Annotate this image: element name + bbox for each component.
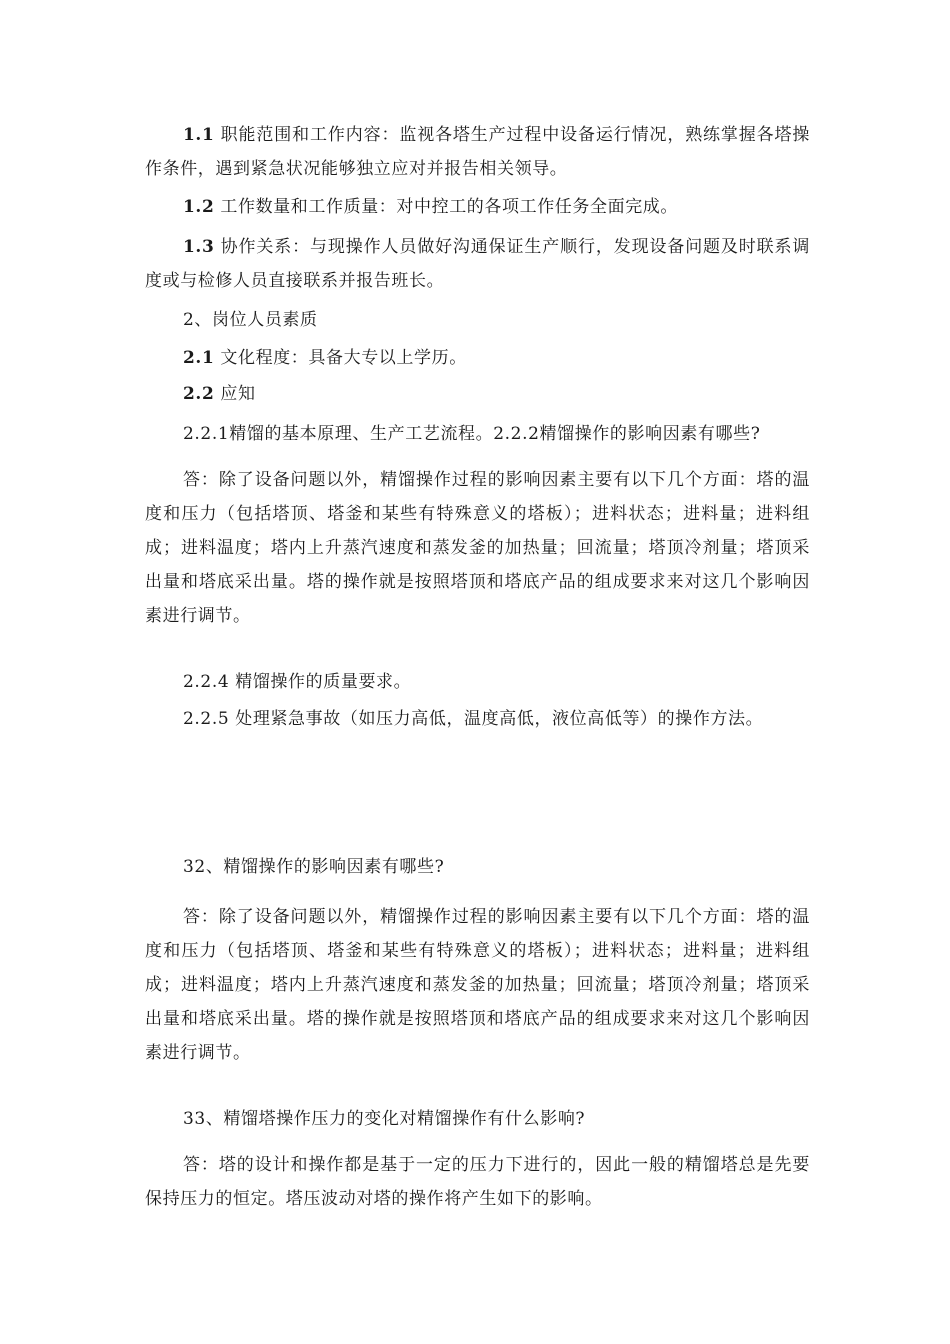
section-2-2-5 bbox=[145, 702, 810, 736]
section-number: 1.3 bbox=[183, 237, 215, 257]
answer-paragraph-1 bbox=[145, 463, 810, 633]
section-number: 1.2 bbox=[183, 197, 215, 217]
answer-33 bbox=[145, 1148, 810, 1216]
section-1-2 bbox=[145, 190, 810, 224]
question-32 bbox=[145, 850, 810, 884]
section-1-1 bbox=[145, 118, 810, 186]
section-text: 2.2.1精馏的基本原理、生产工艺流程。2.2.2精馏操作的影响因素有哪些? bbox=[183, 424, 761, 444]
question-33 bbox=[145, 1102, 810, 1136]
section-2-2 bbox=[145, 377, 810, 411]
section-text: 应知 bbox=[220, 384, 256, 404]
section-2-1 bbox=[145, 341, 810, 375]
question-text: 32、精馏操作的影响因素有哪些? bbox=[183, 857, 445, 877]
section-number: 1.1 bbox=[183, 125, 215, 145]
section-2-heading bbox=[145, 303, 810, 337]
answer-text: 答：除了设备问题以外，精馏操作过程的影响因素主要有以下几个方面：塔的温度和压力（包括塔顶、塔釜和某些有特殊意义的塔板）；进料状态；进料量；进料组成；进料温度；塔内上升蒸汽速度和蒸发釜的加热量；回流量；塔顶冷剂量；塔顶采出量和塔底采出量。塔的操作就是按照塔顶和塔底产品的组成要求来对这几个影响因素进行调节。 bbox=[145, 907, 810, 1063]
section-text: 职能范围和工作内容：监视各塔生产过程中设备运行情况，熟练掌握各塔操作条件，遇到紧急状况能够独立应对并报告相关领导。 bbox=[145, 125, 810, 179]
section-text: 2、岗位人员素质 bbox=[183, 310, 318, 330]
section-2-2-1 bbox=[145, 417, 810, 451]
section-text: 协作关系：与现操作人员做好沟通保证生产顺行，发现设备问题及时联系调度或与检修人员直接联系并报告班长。 bbox=[145, 237, 810, 291]
section-number: 2.1 bbox=[183, 348, 215, 368]
answer-32 bbox=[145, 900, 810, 1070]
answer-text: 答：除了设备问题以外，精馏操作过程的影响因素主要有以下几个方面：塔的温度和压力（包括塔顶、塔釜和某些有特殊意义的塔板）；进料状态；进料量；进料组成；进料温度；塔内上升蒸汽速度和蒸发釜的加热量；回流量；塔顶冷剂量；塔顶采出量和塔底采出量。塔的操作就是按照塔顶和塔底产品的组成要求来对这几个影响因素进行调节。 bbox=[145, 470, 810, 626]
section-1-3 bbox=[145, 230, 810, 298]
section-text: 2.2.5 处理紧急事故（如压力高低，温度高低，液位高低等）的操作方法。 bbox=[183, 709, 764, 729]
answer-text: 答：塔的设计和操作都是基于一定的压力下进行的，因此一般的精馏塔总是先要保持压力的恒定。塔压波动对塔的操作将产生如下的影响。 bbox=[145, 1155, 810, 1209]
section-2-2-4 bbox=[145, 665, 810, 699]
question-text: 33、精馏塔操作压力的变化对精馏操作有什么影响? bbox=[183, 1109, 586, 1129]
section-number: 2.2 bbox=[183, 384, 215, 404]
section-text: 工作数量和工作质量：对中控工的各项工作任务全面完成。 bbox=[220, 197, 679, 217]
section-text: 文化程度：具备大专以上学历。 bbox=[220, 348, 467, 368]
section-text: 2.2.4 精馏操作的质量要求。 bbox=[183, 672, 412, 692]
